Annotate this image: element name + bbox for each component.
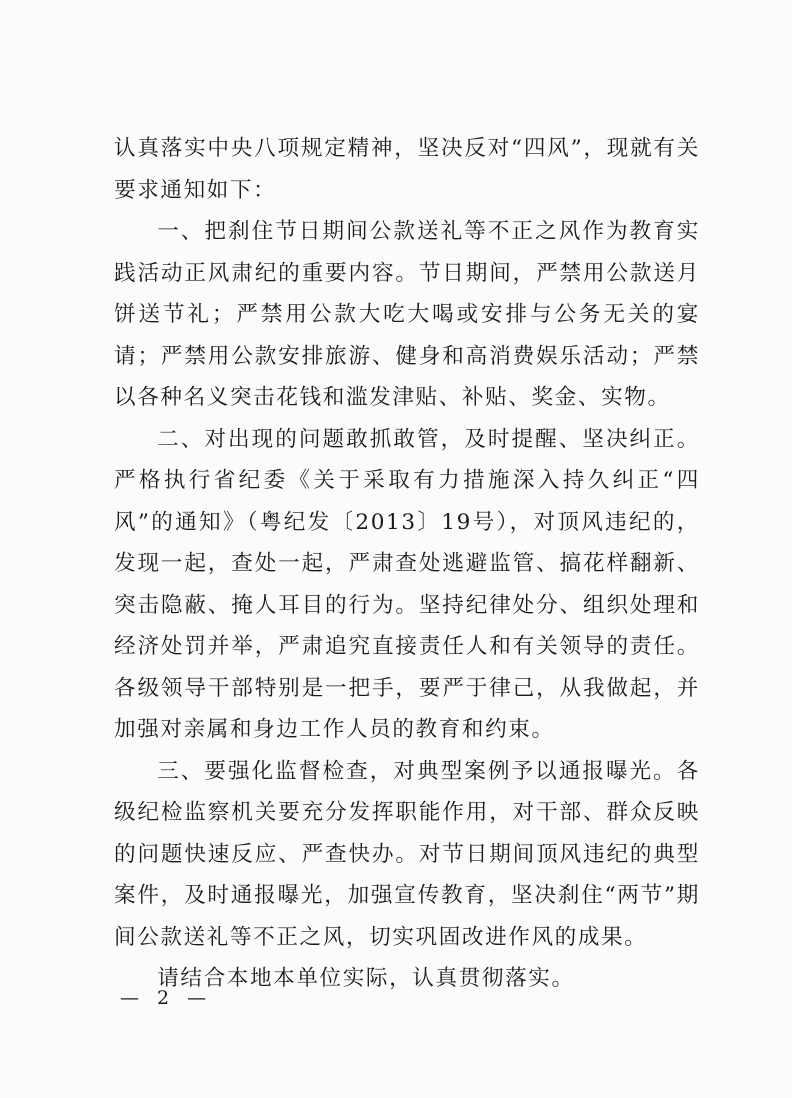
document-body: [114, 128, 700, 1000]
paragraph-intro: 认真落实中央八项规定精神，坚决反对“四风”，现就有关要求通知如下：: [114, 136, 700, 203]
paragraph-item-3: 三、要强化监督检查，对典型案例予以通报曝光。各级纪检监察机关要充分发挥职能作用，对干部、群众反映的问题快速反应、严查快办。对节日期间顶风违纪的典型案件，及时通报曝光，加强宣传教育，坚决刹住“两节”期间公款送礼等不正之风，切实巩固改进作风的成果。: [114, 758, 700, 950]
page-number: — 2 —: [120, 987, 213, 1009]
paragraph-closing: 请结合本地本单位实际，认真贯彻落实。: [157, 966, 575, 991]
paragraph-item-2: 二、对出现的问题敢抓敢管，及时提醒、坚决纠正。严格执行省纪委《关于采取有力措施深入持久纠正“四风”的通知》（粤纪发〔2013〕19号），对顶风违纪的，发现一起，查处一起，严肃查处逃避监管、搞花样翻新、突击隐蔽、掩人耳目的行为。坚持纪律处分、组织处理和经济处罚并举，严肃追究直接责任人和有关领导的责任。各级领导干部特别是一把手，要严于律己，从我做起，并加强对亲属和身边工作人员的教育和约束。: [114, 426, 700, 742]
paragraph-item-1: 一、把刹住节日期间公款送礼等不正之风作为教育实践活动正风肃纪的重要内容。节日期间，严禁用公款送月饼送节礼；严禁用公款大吃大喝或安排与公务无关的宴请；严禁用公款安排旅游、健身和高消费娱乐活动；严禁以各种名义突击花钱和滥发津贴、补贴、奖金、实物。: [114, 219, 700, 410]
